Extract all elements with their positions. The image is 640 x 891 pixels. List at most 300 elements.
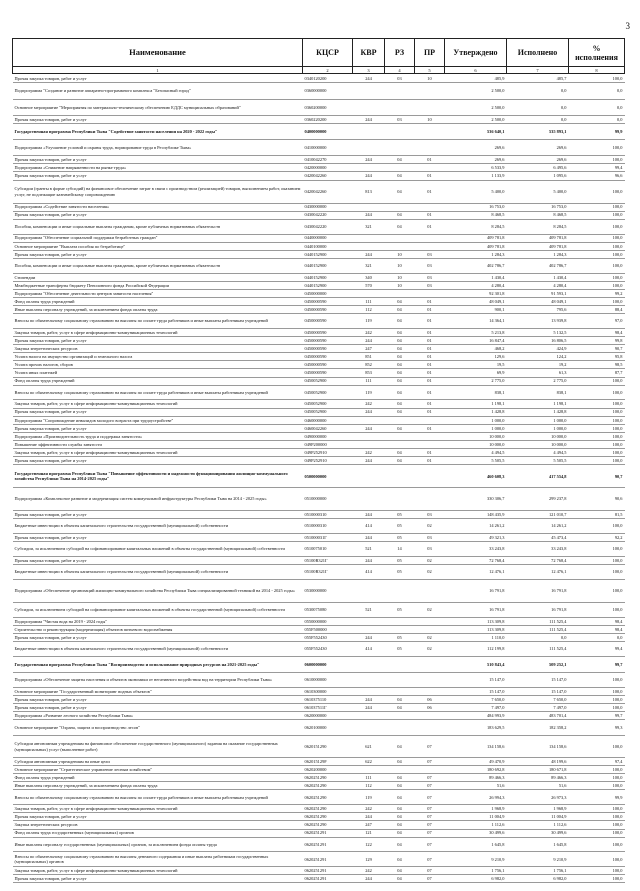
row-rz <box>385 465 415 488</box>
row-executed: 417 554,8 <box>507 465 569 488</box>
row-pr: 02 <box>415 641 445 656</box>
row-approved: 1 430,4 <box>445 273 507 281</box>
row-approved: 6 982,0 <box>445 875 507 883</box>
row-rz: 04 <box>385 457 415 465</box>
row-percent: 97,0 <box>569 314 625 329</box>
row-name: Прочая закупка товаров, работ и услуг <box>13 813 303 821</box>
row-rz <box>385 416 415 424</box>
row-name: Основное мероприятие "Стратегическое управление лесным хозяйством" <box>13 766 303 774</box>
row-code: 0620000000 <box>303 712 353 720</box>
row-name: Закупка товаров, работ, услуг в сфере информационно-коммуникационных технологий <box>13 867 303 875</box>
table-row <box>13 164 625 172</box>
row-percent: 100,0 <box>569 377 625 385</box>
row-code: 0450052900 <box>303 408 353 416</box>
table-row <box>13 837 625 852</box>
row-code: 0510000000 <box>303 488 353 511</box>
table-row <box>13 211 625 219</box>
row-kvr <box>353 687 385 695</box>
row-rz: 03 <box>385 74 415 83</box>
row-pr: 01 <box>415 369 445 377</box>
row-executed: 48 199,6 <box>507 758 569 766</box>
row-pr: 07 <box>415 829 445 837</box>
row-pr: 01 <box>415 211 445 219</box>
row-kvr: 244 <box>353 556 385 564</box>
row-name: Подпрограмма "Обеспечение деятельности центров занятости населения" <box>13 289 303 297</box>
row-executed: 1 095,6 <box>507 172 569 180</box>
row-executed: 111 525,4 <box>507 617 569 625</box>
row-executed: 535 893,1 <box>507 123 569 139</box>
table-row <box>13 432 625 440</box>
row-approved: 19,5 <box>445 361 507 369</box>
row-approved: 2 500,0 <box>445 99 507 115</box>
row-percent: 100,0 <box>569 156 625 164</box>
row-kvr <box>353 203 385 211</box>
row-code: 0620251291 <box>303 829 353 837</box>
table-row <box>13 556 625 564</box>
row-executed: 10 000,0 <box>507 440 569 448</box>
row-approved: 536 640,1 <box>445 123 507 139</box>
table-row <box>13 377 625 385</box>
row-approved: 49 321,3 <box>445 534 507 542</box>
row-percent: 99,4 <box>569 164 625 172</box>
row-kvr: 111 <box>353 377 385 385</box>
row-approved: 49 470,9 <box>445 758 507 766</box>
column-number: 5 <box>415 67 445 74</box>
row-code: 0410000000 <box>303 140 353 156</box>
table-row <box>13 813 625 821</box>
row-name: Субсидии автономным учреждениям на иные цели <box>13 758 303 766</box>
row-pr <box>415 416 445 424</box>
row-name: Субсидии, за исключением субсидий на софинансирование капитальных вложений в объекты государственной (муниципальной) собственности <box>13 542 303 557</box>
row-percent: 90,6 <box>569 488 625 511</box>
row-name: Пособия, компенсации и иные социальные выплаты гражданам, кроме публичных нормативных обязательств <box>13 258 303 273</box>
column-number-row <box>13 67 625 74</box>
row-code: 049P252910 <box>303 449 353 457</box>
row-pr <box>415 656 445 672</box>
row-percent: 100,0 <box>569 273 625 281</box>
row-pr <box>415 488 445 511</box>
row-kvr: 570 <box>353 281 385 289</box>
row-kvr: 244 <box>353 875 385 883</box>
row-kvr: 321 <box>353 219 385 234</box>
row-rz <box>385 203 415 211</box>
row-code: 0360000000 <box>303 83 353 99</box>
row-approved: 8 468,5 <box>445 211 507 219</box>
row-executed: 91 593,1 <box>507 289 569 297</box>
row-percent: 100,0 <box>569 774 625 782</box>
table-row <box>13 534 625 542</box>
row-percent: 100,0 <box>569 813 625 821</box>
row-rz: 04 <box>385 369 415 377</box>
row-code: 051000031Г <box>303 534 353 542</box>
row-code: 0530000000 <box>303 579 353 602</box>
row-approved: 89 466,3 <box>445 774 507 782</box>
row-pr: 01 <box>415 449 445 457</box>
row-code: 0490000000 <box>303 432 353 440</box>
row-percent: 99,9 <box>569 123 625 139</box>
row-percent: 100,0 <box>569 250 625 258</box>
row-percent: 99,3 <box>569 720 625 736</box>
row-code: 0440152900 <box>303 281 353 289</box>
row-executed: 1 284,3 <box>507 250 569 258</box>
row-kvr <box>353 432 385 440</box>
row-pr: 03 <box>415 511 445 519</box>
row-pr <box>415 712 445 720</box>
header-kvr: КВР <box>353 39 385 67</box>
row-pr: 07 <box>415 774 445 782</box>
row-executed: 1 112,6 <box>507 821 569 829</box>
row-name: Пособия, компенсации и иные социальные выплаты гражданам, кроме публичных нормативных обязательств <box>13 219 303 234</box>
table-row <box>13 273 625 281</box>
row-name: Иные выплаты персоналу учреждений, за исключением фонда оплаты труда <box>13 782 303 790</box>
row-percent: 100,0 <box>569 673 625 688</box>
row-percent: 98,4 <box>569 328 625 336</box>
row-code: 0610000000 <box>303 673 353 688</box>
row-rz <box>385 579 415 602</box>
table-row <box>13 83 625 99</box>
row-code: 0450000000 <box>303 289 353 297</box>
header-name: Наименование <box>13 39 303 67</box>
row-kvr <box>353 579 385 602</box>
row-approved: 2 500,0 <box>445 115 507 123</box>
row-name: Прочая закупка товаров, работ и услуг <box>13 408 303 416</box>
row-code: 0450000590 <box>303 353 353 361</box>
table-row <box>13 790 625 805</box>
row-rz: 05 <box>385 565 415 580</box>
row-name: Прочая закупка товаров, работ и услуг <box>13 337 303 345</box>
table-row <box>13 203 625 211</box>
table-row <box>13 369 625 377</box>
row-kvr: 244 <box>353 534 385 542</box>
row-code: 0510000310 <box>303 511 353 519</box>
row-pr: 02 <box>415 519 445 534</box>
row-kvr: 244 <box>353 813 385 821</box>
row-executed: 402 786,7 <box>507 258 569 273</box>
row-rz: 04 <box>385 180 415 203</box>
row-name: Прочая закупка товаров, работ и услуг <box>13 633 303 641</box>
row-percent: 100,0 <box>569 219 625 234</box>
row-name: Бюджетные инвестиции в объекты капитального строительства государственной (муниципальной) собственности <box>13 519 303 534</box>
row-code: 049P252910 <box>303 457 353 465</box>
row-kvr <box>353 673 385 688</box>
row-pr: 07 <box>415 875 445 883</box>
row-kvr: 244 <box>353 115 385 123</box>
row-name: Фонд оплаты труда учреждений <box>13 774 303 782</box>
row-executed: 6 495,6 <box>507 164 569 172</box>
row-executed: 5 505,5 <box>507 457 569 465</box>
table-row <box>13 440 625 448</box>
row-name: Прочая закупка товаров, работ и услуг <box>13 115 303 123</box>
row-kvr: 111 <box>353 297 385 305</box>
row-pr: 06 <box>415 704 445 712</box>
row-code: 0620200000 <box>303 766 353 774</box>
row-approved: 5 505,5 <box>445 457 507 465</box>
row-pr <box>415 432 445 440</box>
row-code: 0450000590 <box>303 306 353 314</box>
row-code: 0450000590 <box>303 328 353 336</box>
row-rz <box>385 440 415 448</box>
row-executed: 509 252,1 <box>507 656 569 672</box>
row-name: Подпрограмма «Обеспечение организаций жилищно-коммунального хозяйства Республики Тыва специализированной техникой на 2014 - 2025 годы» <box>13 579 303 602</box>
row-code: 0420000000 <box>303 164 353 172</box>
row-approved: 468,2 <box>445 345 507 353</box>
row-executed: 26 973,3 <box>507 790 569 805</box>
row-executed: 5 132,5 <box>507 328 569 336</box>
row-name: Подпрограмма «Содействие занятости населения» <box>13 203 303 211</box>
row-rz: 04 <box>385 408 415 416</box>
row-approved: 15 147,0 <box>445 673 507 688</box>
row-executed: 2 775,0 <box>507 377 569 385</box>
row-name: Закупка товаров, работ, услуг в сфере информационно-коммуникационных технологий <box>13 328 303 336</box>
row-executed: 0,0 <box>507 115 569 123</box>
row-executed: 0,0 <box>507 99 569 115</box>
row-pr: 01 <box>415 424 445 432</box>
row-pr: 01 <box>415 385 445 400</box>
row-code: 05100R321Г <box>303 565 353 580</box>
row-pr: 02 <box>415 556 445 564</box>
row-percent: 90,7 <box>569 465 625 488</box>
row-kvr: 244 <box>353 704 385 712</box>
row-kvr: 119 <box>353 385 385 400</box>
row-code: 0550000000 <box>303 617 353 625</box>
row-rz: 05 <box>385 534 415 542</box>
row-name: Государственная программа Республики Тыва "Воспроизводство и использование природных ресурсов на 2021-2025 годы" <box>13 656 303 672</box>
row-executed: 4 280,4 <box>507 281 569 289</box>
row-pr: 03 <box>415 250 445 258</box>
row-executed: 121 010,7 <box>507 511 569 519</box>
row-rz: 04 <box>385 790 415 805</box>
row-rz <box>385 766 415 774</box>
row-percent: 0,0 <box>569 115 625 123</box>
row-kvr: 242 <box>353 449 385 457</box>
row-percent: 100,0 <box>569 821 625 829</box>
row-code: 0620251291 <box>303 875 353 883</box>
header-code: КЦСР <box>303 39 353 67</box>
row-kvr: 244 <box>353 424 385 432</box>
row-pr <box>415 440 445 448</box>
row-executed: 89 466,3 <box>507 774 569 782</box>
row-percent: 90,7 <box>569 345 625 353</box>
table-row <box>13 74 625 83</box>
row-name: Прочая закупка товаров, работ и услуг <box>13 875 303 883</box>
row-percent: 100,0 <box>569 805 625 813</box>
row-percent: 100,0 <box>569 875 625 883</box>
table-row <box>13 805 625 813</box>
header-approved: Утверждено <box>445 39 507 67</box>
row-pr: 07 <box>415 758 445 766</box>
row-percent: 100,0 <box>569 519 625 534</box>
row-kvr <box>353 617 385 625</box>
row-name: Прочая закупка товаров, работ и услуг <box>13 211 303 219</box>
row-percent: 100,0 <box>569 242 625 250</box>
row-kvr: 244 <box>353 337 385 345</box>
row-executed: 16 791,8 <box>507 602 569 617</box>
table-row <box>13 156 625 164</box>
row-rz <box>385 432 415 440</box>
row-code: 0430042220 <box>303 211 353 219</box>
row-approved: 900,1 <box>445 306 507 314</box>
row-rz: 03 <box>385 115 415 123</box>
row-executed: 111 525,4 <box>507 625 569 633</box>
row-executed: 409 781,8 <box>507 234 569 242</box>
row-kvr: 414 <box>353 641 385 656</box>
row-pr <box>415 465 445 488</box>
table-row <box>13 297 625 305</box>
row-approved: 15 147,0 <box>445 687 507 695</box>
row-executed: 10 000,0 <box>507 432 569 440</box>
row-name: Подпрограмма «Снижение напряженности на рынке труда» <box>13 164 303 172</box>
row-kvr: 119 <box>353 790 385 805</box>
row-approved: 8 284,5 <box>445 219 507 234</box>
row-percent: 98,5 <box>569 361 625 369</box>
row-name: Основное мероприятие "Мероприятия по материально-техническому обеспечению ЕДДС муниципальных образований" <box>13 99 303 115</box>
row-kvr <box>353 440 385 448</box>
row-pr <box>415 234 445 242</box>
row-approved: 2 500,0 <box>445 83 507 99</box>
row-kvr: 244 <box>353 211 385 219</box>
row-executed: 14 261,2 <box>507 519 569 534</box>
row-rz: 04 <box>385 736 415 758</box>
table-row <box>13 306 625 314</box>
row-executed: 1 000,0 <box>507 416 569 424</box>
row-code: 0450000590 <box>303 314 353 329</box>
row-name: Подпрограмма "Чистая вода на 2019 - 2024 годы" <box>13 617 303 625</box>
row-rz: 04 <box>385 297 415 305</box>
row-approved: 1 284,3 <box>445 250 507 258</box>
row-code: 0430042220 <box>303 219 353 234</box>
row-executed: 1 968,9 <box>507 805 569 813</box>
row-name: Подпрограмма «Обеспечение защиты населения и объектов экономики от негативного воздействия вод на территории Республики Тыва» <box>13 673 303 688</box>
row-rz: 10 <box>385 250 415 258</box>
row-pr <box>415 123 445 139</box>
row-name: Стипендии <box>13 273 303 281</box>
row-pr: 01 <box>415 219 445 234</box>
row-code: 0450000590 <box>303 345 353 353</box>
row-approved: 1 645,8 <box>445 837 507 852</box>
row-pr: 02 <box>415 633 445 641</box>
row-kvr <box>353 656 385 672</box>
row-executed: 11 004,9 <box>507 813 569 821</box>
row-pr: 03 <box>415 534 445 542</box>
row-code: 0400000000 <box>303 123 353 139</box>
row-approved: 26 994,3 <box>445 790 507 805</box>
row-percent: 100,0 <box>569 782 625 790</box>
row-percent: 100,0 <box>569 432 625 440</box>
row-kvr <box>353 123 385 139</box>
table-row <box>13 488 625 511</box>
table-row <box>13 766 625 774</box>
row-executed: 19,2 <box>507 361 569 369</box>
row-pr <box>415 766 445 774</box>
row-approved: 510 843,4 <box>445 656 507 672</box>
column-number: 3 <box>353 67 385 74</box>
row-pr <box>415 720 445 736</box>
row-name: Подпрограмма «Комплексное развитие и модернизация систем коммунальной инфраструктуры Республики Тыва на 2014 - 2025 годы» <box>13 488 303 511</box>
row-code: 0530075080 <box>303 602 353 617</box>
row-code: 0440152900 <box>303 273 353 281</box>
table-row <box>13 314 625 329</box>
row-name: Взносы по обязательному социальному страхованию на выплаты по оплате труда работников и иные выплаты работникам учреждений <box>13 314 303 329</box>
row-pr: 02 <box>415 602 445 617</box>
row-code: 0420042260 <box>303 172 353 180</box>
row-approved: 7 650,0 <box>445 695 507 703</box>
row-approved: 10 000,0 <box>445 432 507 440</box>
row-rz: 04 <box>385 867 415 875</box>
row-executed: 134 158,6 <box>507 736 569 758</box>
row-rz: 04 <box>385 314 415 329</box>
row-rz: 04 <box>385 805 415 813</box>
row-name: Повышение эффективности службы занятости <box>13 440 303 448</box>
row-code: 049P200000 <box>303 440 353 448</box>
table-body <box>13 74 625 883</box>
row-percent: 0,0 <box>569 83 625 99</box>
row-percent: 99,8 <box>569 337 625 345</box>
row-approved: 5 400,0 <box>445 180 507 203</box>
row-rz <box>385 488 415 511</box>
row-executed: 180 671,8 <box>507 766 569 774</box>
row-kvr <box>353 140 385 156</box>
row-approved: 2 775,0 <box>445 377 507 385</box>
row-pr <box>415 140 445 156</box>
row-pr: 07 <box>415 821 445 829</box>
row-kvr <box>353 234 385 242</box>
row-name: Прочая закупка товаров, работ и услуг <box>13 172 303 180</box>
row-rz: 04 <box>385 172 415 180</box>
row-pr: 01 <box>415 172 445 180</box>
table-row <box>13 511 625 519</box>
row-percent: 95,8 <box>569 353 625 361</box>
row-kvr <box>353 625 385 633</box>
row-executed: 45 473,4 <box>507 534 569 542</box>
table-row <box>13 416 625 424</box>
row-executed: 424,9 <box>507 345 569 353</box>
table-row <box>13 821 625 829</box>
row-percent: 92,2 <box>569 534 625 542</box>
row-approved: 112 199,8 <box>445 641 507 656</box>
table-row <box>13 625 625 633</box>
row-approved: 402 786,7 <box>445 258 507 273</box>
row-approved: 129,6 <box>445 353 507 361</box>
row-approved: 16 791,8 <box>445 579 507 602</box>
row-approved: 48 049,1 <box>445 297 507 305</box>
row-rz: 10 <box>385 281 415 289</box>
row-code: 0360220200 <box>303 115 353 123</box>
row-percent: 100,0 <box>569 281 625 289</box>
row-approved: 183 629,5 <box>445 720 507 736</box>
row-executed: 7 497,0 <box>507 704 569 712</box>
table-row <box>13 867 625 875</box>
row-name: Взносы по обязательному социальному страхованию на выплаты по оплате труда работников и иные выплаты работникам учреждений <box>13 790 303 805</box>
row-kvr <box>353 242 385 250</box>
row-approved: 409 781,8 <box>445 234 507 242</box>
table-row <box>13 281 625 289</box>
table-header-row <box>13 39 625 67</box>
row-percent: 100,0 <box>569 736 625 758</box>
row-code: 0620251290 <box>303 805 353 813</box>
row-pr <box>415 625 445 633</box>
row-approved: 5 213,8 <box>445 328 507 336</box>
row-code: 0620251291 <box>303 837 353 852</box>
row-rz <box>385 720 415 736</box>
row-pr: 03 <box>415 258 445 273</box>
row-code: 0450000590 <box>303 369 353 377</box>
row-percent: 100,0 <box>569 416 625 424</box>
row-kvr: 121 <box>353 829 385 837</box>
row-rz: 04 <box>385 813 415 821</box>
row-approved: 485,9 <box>445 74 507 83</box>
row-name: Государственная программа Республики Тыва "Содействие занятости населения на 2020 - 2022 годы" <box>13 123 303 139</box>
row-code: 0620251291 <box>303 867 353 875</box>
